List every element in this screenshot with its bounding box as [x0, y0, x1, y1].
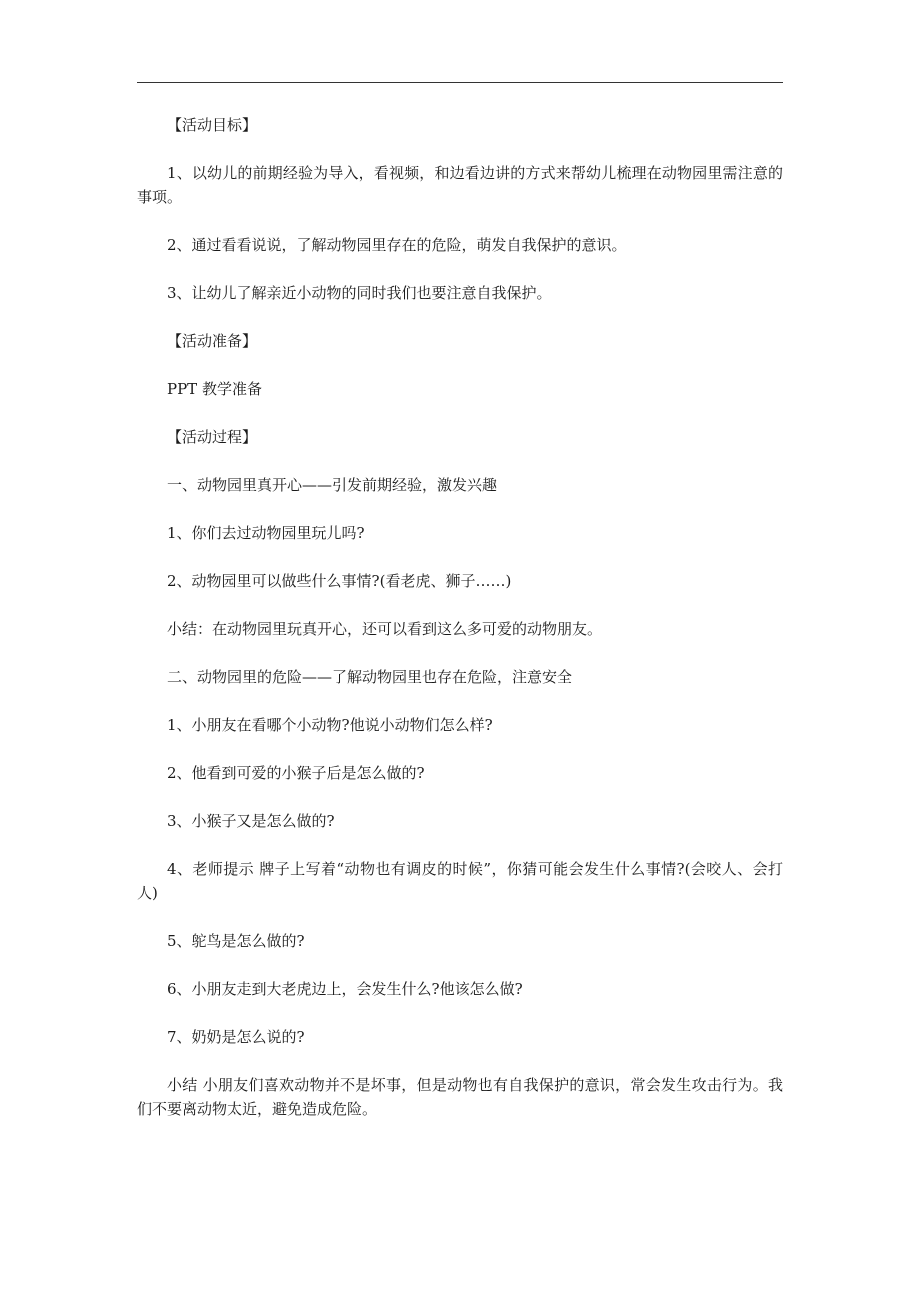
- process-part-1-title: 一、动物园里真开心——引发前期经验，激发兴趣: [167, 476, 498, 494]
- goal-item-1: 1、以幼儿的前期经验为导入，看视频，和边看边讲的方式来帮幼儿梳理在动物园里需注意的事项。: [137, 164, 783, 206]
- process-part-2-item-6: 6、小朋友走到大老虎边上，会发生什么?他该怎么做?: [167, 980, 523, 998]
- process-part-1-summary: 小结：在动物园里玩真开心，还可以看到这么多可爱的动物朋友。: [167, 620, 603, 638]
- process-part-2-summary: 小结 小朋友们喜欢动物并不是坏事，但是动物也有自我保护的意识，常会发生攻击行为。我们不要离动物太近，避免造成危险。: [137, 1076, 783, 1118]
- header-rule: [137, 82, 783, 83]
- process-part-1-item-1: 1、你们去过动物园里玩儿吗?: [167, 524, 365, 542]
- goal-item-2: 2、通过看看说说，了解动物园里存在的危险，萌发自我保护的意识。: [167, 236, 627, 254]
- process-part-2-item-2: 2、他看到可爱的小猴子后是怎么做的?: [167, 764, 425, 782]
- section-heading-preparation: 【活动准备】: [167, 332, 258, 350]
- process-part-2-item-4: 4、老师提示 牌子上写着“动物也有调皮的时候”，你猜可能会发生什么事情?(会咬人、会打人): [137, 860, 783, 902]
- preparation-text: PPT 教学准备: [167, 380, 262, 398]
- section-heading-process: 【活动过程】: [167, 428, 258, 446]
- document-body: [137, 113, 783, 1145]
- process-part-2-item-5: 5、鸵鸟是怎么做的?: [167, 932, 305, 950]
- process-part-2-item-7: 7、奶奶是怎么说的?: [167, 1028, 305, 1046]
- process-part-2-item-3: 3、小猴子又是怎么做的?: [167, 812, 335, 830]
- process-part-2-title: 二、动物园里的危险——了解动物园里也存在危险，注意安全: [167, 668, 573, 686]
- goal-item-3: 3、让幼儿了解亲近小动物的同时我们也要注意自我保护。: [167, 284, 552, 302]
- process-part-2-item-1: 1、小朋友在看哪个小动物?他说小动物们怎么样?: [167, 716, 493, 734]
- process-part-1-item-2: 2、动物园里可以做些什么事情?(看老虎、狮子……): [167, 572, 512, 590]
- section-heading-goals: 【活动目标】: [167, 116, 258, 134]
